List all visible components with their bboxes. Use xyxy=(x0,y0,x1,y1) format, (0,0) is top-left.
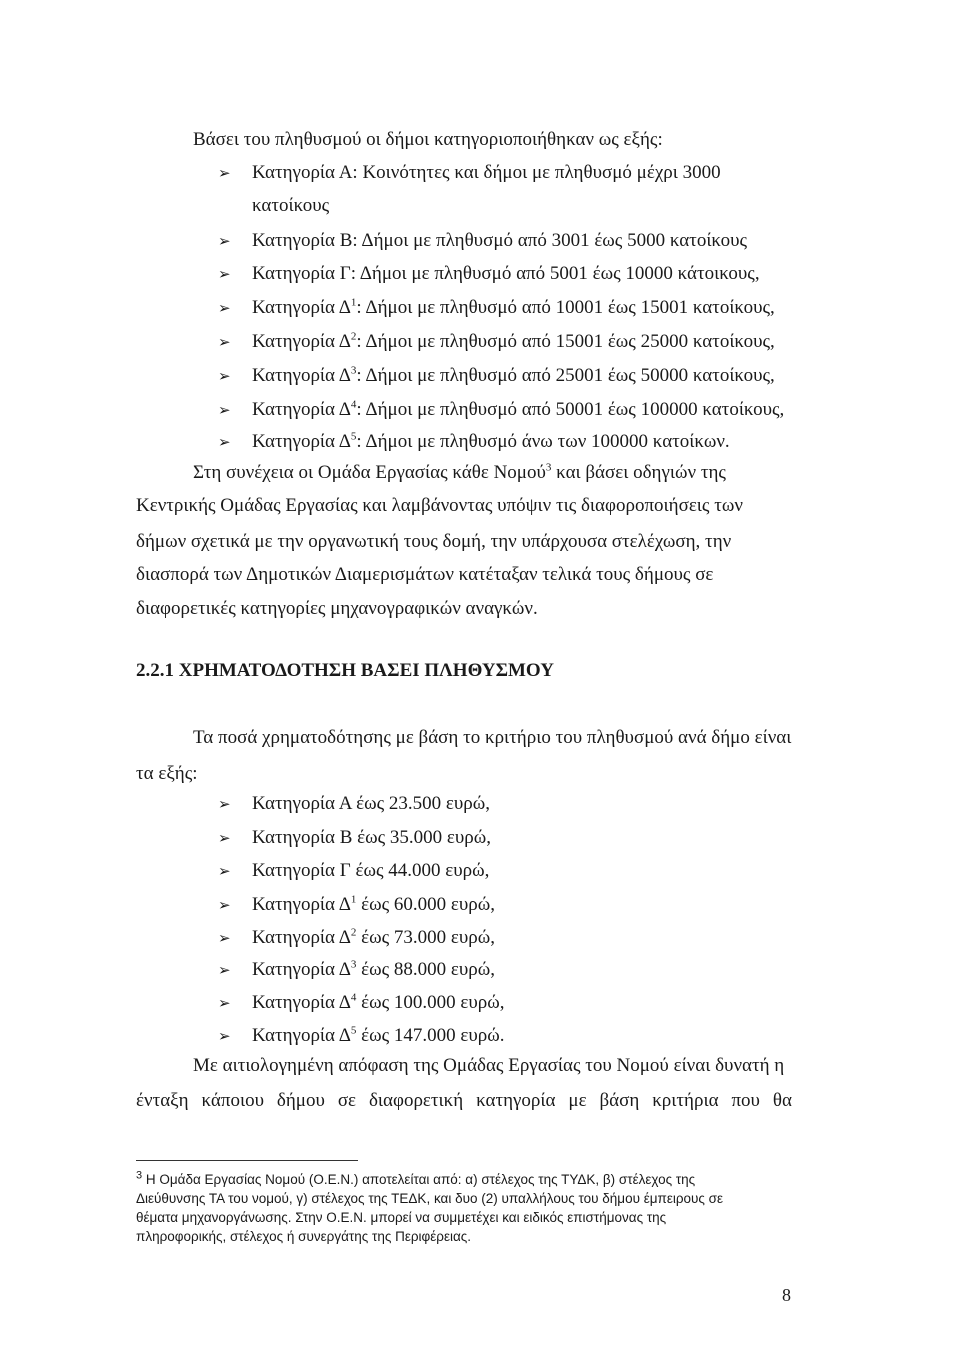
arrow-bullet-icon: ➢ xyxy=(218,267,231,283)
category-item-1: κατοίκους xyxy=(252,195,330,216)
category-item-5: ➢ Κατηγορία $\Delta^2$: Δήμοι με πληθυσμό από 15001 έως 25000 κατοίκους, xyxy=(218,330,775,355)
arrow-bullet-icon: ➢ xyxy=(218,403,231,419)
footnote xyxy=(136,1170,796,1246)
funding-item-0: ➢ Κατηγορία Α έως 23.500 ευρώ, xyxy=(218,792,490,817)
para2-line1: Τα ποσά χρηματοδότησης με βάση το κριτήριο του πληθυσμού ανά δήμο είναι xyxy=(193,727,792,748)
arrow-bullet-icon: ➢ xyxy=(218,234,231,250)
para3-line2 xyxy=(136,1090,792,1112)
para1-line3: δήμων σχετικά με την οργανωτική τους δομή, την υπάρχουσα στελέχωση, την xyxy=(136,531,732,552)
page-number: 8 xyxy=(782,1285,791,1305)
category-item-7: ➢ Κατηγορία $\Delta^4$: Δήμοι με πληθυσμό από 50001 έως 100000 κατοίκους, xyxy=(218,398,784,423)
arrow-bullet-icon: ➢ xyxy=(218,931,231,947)
para3-word: κατηγορία xyxy=(476,1090,556,1111)
para3-word: θα xyxy=(772,1090,792,1111)
arrow-bullet-icon: ➢ xyxy=(218,166,231,182)
footnote-divider xyxy=(136,1160,358,1161)
para1-line4: διασπορά των Δημοτικών Διαμερισμάτων κατέταξαν τελικά τους δήμους σε xyxy=(136,564,714,585)
para2-line2: τα εξής: xyxy=(136,763,198,784)
section-heading: 2.2.1 ΧΡΗΜΑΤΟΔΟΤΗΣΗ ΒΑΣΕΙ ΠΛΗΘΥΣΜΟΥ xyxy=(136,660,554,681)
arrow-bullet-icon: ➢ xyxy=(218,963,231,979)
funding-item-5: ➢ Κατηγορία $\Delta^3$ έως 88.000 ευρώ, xyxy=(218,958,495,983)
category-item-8: ➢ Κατηγορία $\Delta^5$: Δήμοι με πληθυσμό άνω των 100000 κατοίκων. xyxy=(218,430,730,455)
para3-word: κριτήρια xyxy=(652,1090,719,1111)
category-item-0: ➢ Κατηγορία Α: Κοινότητες και δήμοι με πληθυσμό μέχρι 3000 xyxy=(218,161,721,186)
para3-word: σε xyxy=(337,1090,357,1111)
para3-line1: Με αιτιολογημένη απόφαση της Ομάδας Εργασίας του Νομού είναι δυνατή η xyxy=(193,1055,785,1076)
category-item-4: ➢ Κατηγορία $\Delta^1$: Δήμοι με πληθυσμό από 10001 έως 15001 κατοίκους, xyxy=(218,296,775,321)
arrow-bullet-icon: ➢ xyxy=(218,1029,231,1045)
footnote-line4: πληροφορικής, στέλεχος ή συνεργάτης της Περιφέρειας. xyxy=(136,1229,472,1244)
arrow-bullet-icon: ➢ xyxy=(218,797,231,813)
funding-item-1: ➢ Κατηγορία Β έως 35.000 ευρώ, xyxy=(218,826,491,851)
intro-text: Βάσει του πληθυσμού οι δήμοι κατηγοριοποιήθηκαν ως εξής: xyxy=(193,129,663,150)
arrow-bullet-icon: ➢ xyxy=(218,996,231,1012)
footnote-line3: θέματα μηχανοργάνωσης. Στην Ο.Ε.Ν. μπορεί να συμμετέχει και ειδικός επιστήμονας της xyxy=(136,1210,667,1225)
arrow-bullet-icon: ➢ xyxy=(218,435,231,451)
para3-word: που xyxy=(731,1090,760,1111)
funding-item-7: ➢ Κατηγορία $\Delta^5$ έως 147.000 ευρώ. xyxy=(218,1024,505,1049)
arrow-bullet-icon: ➢ xyxy=(218,831,231,847)
funding-item-3: ➢ Κατηγορία $\Delta^1$ έως 60.000 ευρώ, xyxy=(218,893,495,918)
para3-word: με xyxy=(568,1090,587,1111)
arrow-bullet-icon: ➢ xyxy=(218,369,231,385)
para3-word: κάποιου xyxy=(201,1090,264,1111)
para1-line1: Στη συνέχεια οι Ομάδα Εργασίας κάθε Νομού$^3$ και βάσει οδηγιών της xyxy=(193,461,726,483)
para3-word: βάση xyxy=(599,1090,640,1111)
funding-item-2: ➢ Κατηγορία Γ έως 44.000 ευρώ, xyxy=(218,859,489,884)
para1-line2: Κεντρικής Ομάδας Εργασίας και λαμβάνοντας υπόψιν τις διαφοροποιήσεις των xyxy=(136,495,743,516)
funding-item-6: ➢ Κατηγορία $\Delta^4$ έως 100.000 ευρώ, xyxy=(218,991,505,1016)
arrow-bullet-icon: ➢ xyxy=(218,864,231,880)
footnote-line1: $^3$ Η Ομάδα Εργασίας Νομού (Ο.Ε.Ν.) αποτελείται από: α) στέλεχος της ΤΥΔΚ, β) στέλεχος της xyxy=(136,1169,696,1187)
funding-item-4: ➢ Κατηγορία $\Delta^2$ έως 73.000 ευρώ, xyxy=(218,926,495,951)
category-item-6: ➢ Κατηγορία $\Delta^3$: Δήμοι με πληθυσμό από 25001 έως 50000 κατοίκους, xyxy=(218,364,775,389)
para3-word: δήμου xyxy=(276,1090,325,1111)
para3-word: ένταξη xyxy=(136,1090,189,1111)
para1-line5: διαφορετικές κατηγορίες μηχανογραφικών αναγκών. xyxy=(136,598,538,619)
category-item-2: ➢ Κατηγορία Β: Δήμοι με πληθυσμό από 3001 έως 5000 κατοίκους xyxy=(218,229,747,254)
arrow-bullet-icon: ➢ xyxy=(218,335,231,351)
category-item-3: ➢ Κατηγορία Γ: Δήμοι με πληθυσμό από 5001 έως 10000 κάτοικους, xyxy=(218,262,760,287)
arrow-bullet-icon: ➢ xyxy=(218,898,231,914)
arrow-bullet-icon: ➢ xyxy=(218,301,231,317)
footnote-line2: Διεύθυνσης ΤΑ του νομού, γ) στέλεχος της ΤΕΔΚ, και δυο (2) υπαλλήλους του δήμου έμπειρους σε xyxy=(136,1191,724,1206)
para3-word: διαφορετική xyxy=(368,1090,464,1111)
